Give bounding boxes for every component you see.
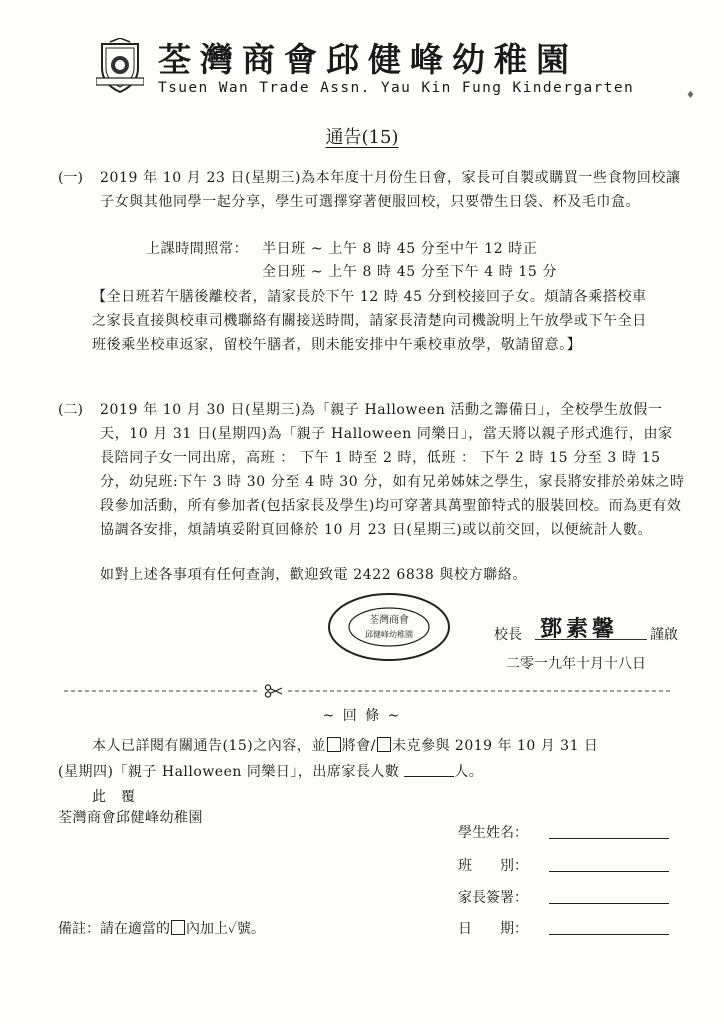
date-field[interactable] [549,934,669,935]
scissors-icon [265,685,282,697]
cut-line [64,684,670,698]
parent-signature-field[interactable] [549,903,669,904]
remark-text-a: 備註：請在適當的 [58,921,170,937]
margin-mark: ♦ [686,90,695,101]
schedule-full-day: 全日班 ~ 上午 8 時 45 分至下午 4 時 15 分 [262,264,558,280]
schedule-lead: 上課時間照常： [146,241,249,257]
signature-line [535,639,647,640]
item1-number: (一) [58,170,83,186]
attend-checkbox[interactable] [327,737,341,752]
respectfully-label: 謹啟 [650,627,678,643]
reply-text-b: (星期四)「親子 Halloween 同樂日」，出席家長人數 [58,764,400,780]
school-crest-logo [96,38,144,94]
seal-line2: 邱健峰幼稚園 [365,630,413,639]
notice-title: 通告(15) [325,127,399,148]
reply-line1 [92,733,598,759]
remark-text-b: 內加上✓號。 [186,921,266,937]
reply-ci-fu: 此 覆 [92,789,136,805]
seal-line1: 荃灣商會 [369,615,409,626]
principal-signature: 鄧素馨 [540,616,619,642]
lunch-note: 【全日班若午膳後離校者，請家長於下午 12 時 45 分到校接回子女。煩請各乘搭校車之家長直接與校車司機聯絡有關接送時間，請家長清楚向司機說明上午放學或下午全日班後乘坐校車返家，留校午膳者，則未能安排中午乘校車放學，敬請留意。】 [92,289,647,353]
reply-addressee: 荃灣商會邱健峰幼稚園 [58,810,203,826]
student-name-label: 學生姓名： [458,825,528,841]
principal-label: 校長 [494,627,522,643]
class-label: 班 別： [458,858,528,874]
parent-signature-label: 家長簽署： [458,890,528,906]
remark-box-icon [171,920,185,935]
attend-label: 將會/ [341,738,376,754]
enquiry-line: 如對上述各事項有任何查詢，歡迎致電 2422 6838 與校方聯絡。 [100,567,528,583]
student-name-field[interactable] [549,838,669,839]
class-field[interactable] [549,871,669,872]
remark-note [58,918,265,938]
date-label: 日 期： [458,921,528,937]
notice-date: 二零一九年十月十八日 [506,656,646,672]
parent-count-field[interactable] [404,764,454,777]
school-seal-stamp [327,592,451,662]
reply-text-c: 人。 [454,764,484,780]
item1-text: 2019 年 10 月 23 日(星期三)為本年度十月份生日會，家長可自製或購買一些食物回校讓子女與其他同學一起分享，學生可選擇穿著便服回校，只要帶生日袋、杯及毛巾盒。 [100,170,681,210]
school-name-chinese: 荃灣商會邱健峰幼稚園 [158,40,578,79]
item2-number: (二) [58,402,83,418]
schedule-half-day: 半日班 ~ 上午 8 時 45 分至中午 12 時正 [262,241,538,257]
school-name-english: Tsuen Wan Trade Assn. Yau Kin Fung Kindergarten [158,80,635,96]
reply-slip-title: ~ 回 條 ~ [322,708,402,724]
reply-text-a: 本人已詳閱有關通告(15)之內容，並 [92,738,326,754]
item2-text: 2019 年 10 月 30 日(星期三)為「親子 Halloween 活動之籌備日」，全校學生放假一天，10 月 31 日(星期四)為「親子 Halloween 同樂日」，當天將以親子形式進行，由家長陪同子女一同出席，高班 ： 下午 1 時至 2 時，低班 ： 下午 2 時 15 分至 3 時 15 分，幼兒班:下午 3 時 30 分至 4 時 30 分，如有兄弟姊妹之學生，家長將安排於弟妹之時段參加活動，所有參加者(包括家長及學生)均可穿著具萬聖節特式的服裝回校。而為更有效協調各安排，煩請填妥附頁回條於 10 月 23 日(星期三)或以前交回，以便統計人數。 [100,402,685,538]
not-attend-checkbox[interactable] [377,737,391,752]
not-attend-label: 未克參與 2019 年 10 月 31 日 [391,738,599,754]
reply-line2 [58,759,483,785]
